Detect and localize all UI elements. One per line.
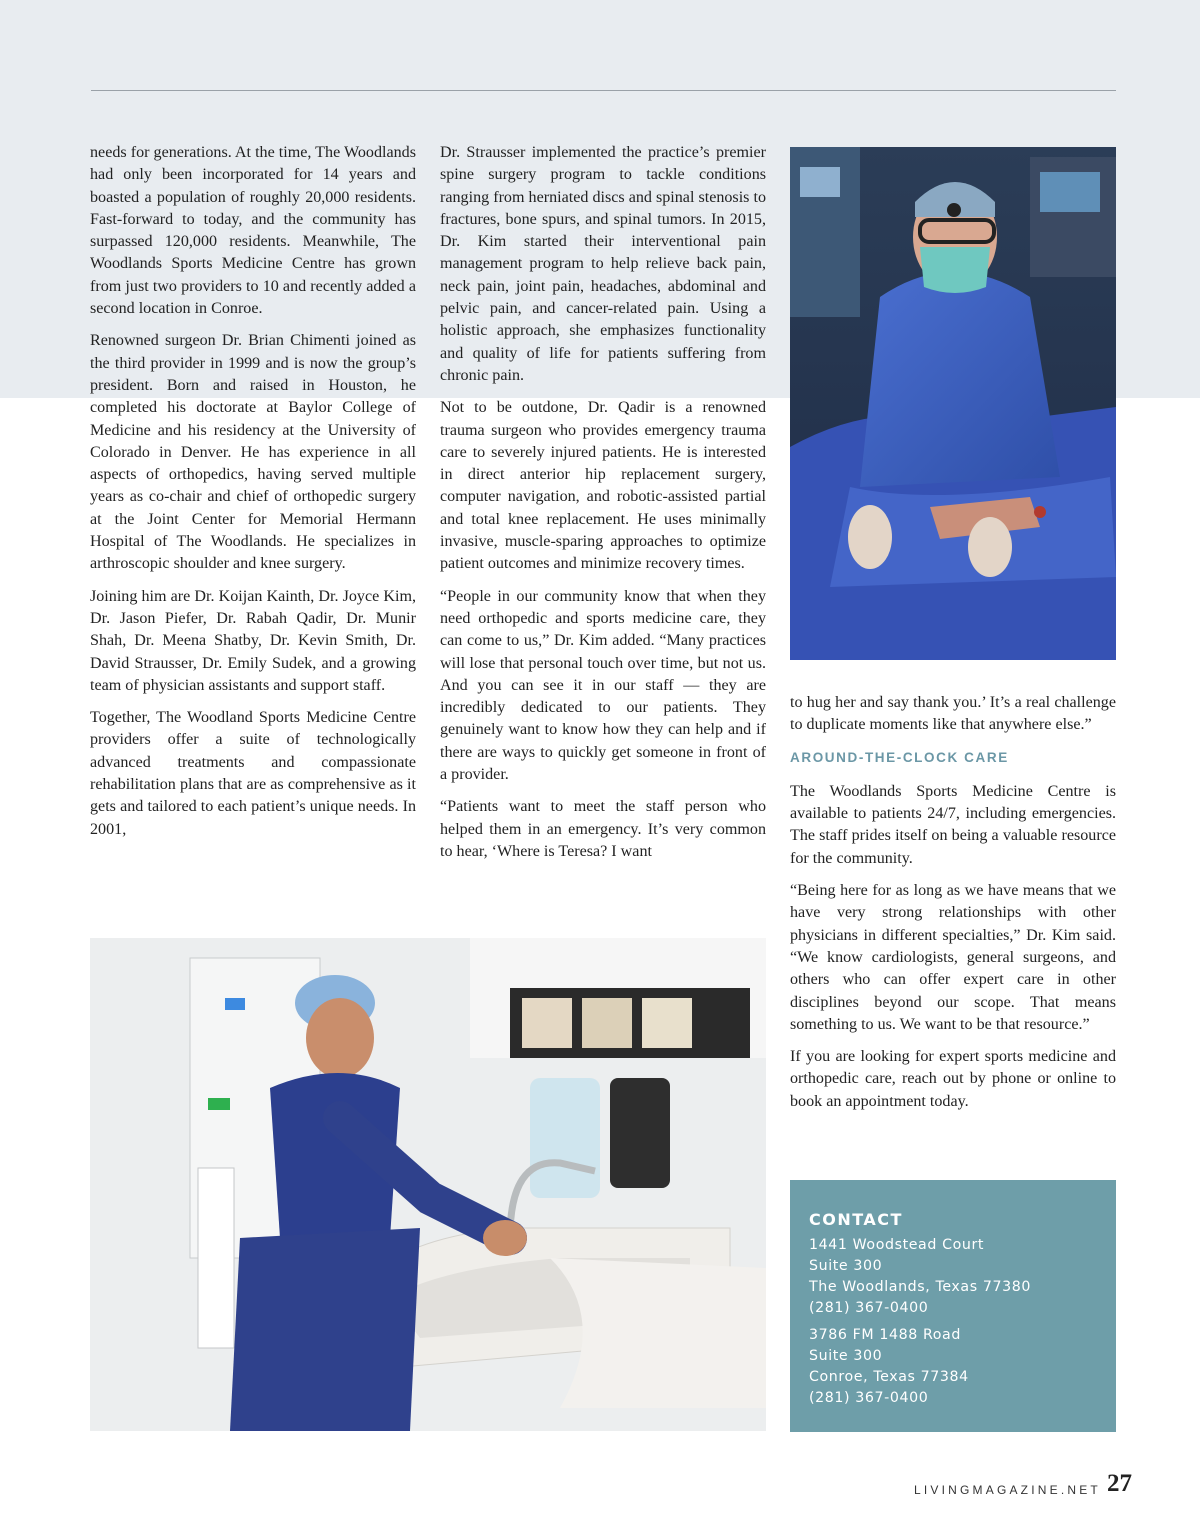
article-column-1 — [90, 142, 416, 851]
contact-box — [790, 1180, 1116, 1432]
address-line: 3786 FM 1488 Road — [809, 1327, 961, 1343]
paragraph: needs for generations. At the time, The Woodlands had only been incorporated for 14 years and boasted a population of roughly 20,000 residents. Fast-forward to today, and the community has surpassed 120,000 residents. Meanwhile, The Woodlands Sports Medicine Centre has grown from just two providers to 10 and recently added a second location in Conroe. — [90, 144, 416, 318]
paragraph: Joining him are Dr. Koijan Kainth, Dr. Joyce Kim, Dr. Jason Piefer, Dr. Rabah Qadir, Dr. Munir Shah, Dr. Meena Shatby, Dr. Kevin Smith, Dr. David Strausser, Dr. Emily Sudek, and a growing team of physician assistants and support staff. — [90, 587, 416, 694]
paragraph: “Being here for as long as we have means that we have very strong relationships with other physicians in different specialties,” Dr. Kim said. “We know cardiologists, general surgeons, and others who can offer expert care in other disciplines beyond our scope. That means something to us. We want to be that resource.” — [790, 882, 1116, 1033]
paragraph: Dr. Strausser implemented the practice’s premier spine surgery program to tackle conditions ranging from herniated discs and spinal stenosis to fractures, bone spurs, and spinal tumors. In 2015, Dr. Kim started their interventional pain management program to help relieve back pain, neck pain, joint pain, headaches, abdominal and pelvic pain, and cancer-related pain. Using a holistic approach, she emphasizes functionality and quality of life for patients suffering from chronic pain. — [440, 144, 766, 384]
address-line: Conroe, Texas 77384 — [809, 1369, 969, 1385]
article-column-3 — [790, 692, 1116, 1123]
paragraph: Together, The Woodland Sports Medicine Centre providers offer a suite of technologically advanced treatments and compassionate rehabilitation plans that are as comprehensive as it gets and tailored to each patient’s unique needs. In 2001, — [90, 709, 416, 838]
address-line: 1441 Woodstead Court — [809, 1237, 985, 1253]
section-subhead: AROUND-THE-CLOCK CARE — [790, 749, 1009, 765]
address-line: Suite 300 — [809, 1348, 883, 1364]
paragraph: “People in our community know that when they need orthopedic and sports medicine care, they can come to us,” Dr. Kim added. “Many practices will lose that personal touch over time, but not us. And you can see it in our staff — they are incredibly dedicated to our patients. They genuinely want to know how they can help and if there are ways to quickly get someone in front of a provider. — [440, 587, 766, 784]
paragraph: If you are looking for expert sports medicine and orthopedic care, reach out by phone or online to book an appointment today. — [790, 1048, 1116, 1110]
contact-title: CONTACT — [809, 1210, 903, 1229]
header-rule — [91, 90, 1116, 91]
page-number: 27 — [1107, 1470, 1132, 1497]
phone-number: (281) 367-0400 — [809, 1300, 929, 1316]
paragraph: to hug her and say thank you.’ It’s a real challenge to duplicate moments like that anywhere else.” — [790, 694, 1116, 734]
paragraph: Renowned surgeon Dr. Brian Chimenti joined as the third provider in 1999 and is now the group’s president. Born and raised in Houston, he completed his doctorate at Baylor College of Medicine and his residency at the University of Colorado in Denver. He has experience in all aspects of orthopedics, having served multiple years as co-chair and chief of orthopedic surgery at the Joint Center for Memorial Hermann Hospital of The Woodlands. He specializes in arthroscopic shoulder and knee surgery. — [90, 332, 416, 573]
location-woodlands — [809, 1235, 1097, 1319]
surgeon-photo — [790, 147, 1116, 660]
paragraph: The Woodlands Sports Medicine Centre is available to patients 24/7, including emergencies. The staff prides itself on being a valuable resource for the community. — [790, 782, 1116, 867]
phone-number: (281) 367-0400 — [809, 1390, 929, 1406]
paragraph: Not to be outdone, Dr. Qadir is a renowned trauma surgeon who provides emergency trauma care to severely injured patients. He is interested in direct anterior hip replacement surgery, computer navigation, and robotic-assisted partial and total knee replacement. He uses minimally invasive, muscle-sparing approaches to optimize patient outcomes and minimize recovery times. — [440, 399, 766, 573]
handwashing-photo — [90, 938, 766, 1431]
article-column-2 — [440, 142, 766, 873]
address-line: The Woodlands, Texas 77380 — [809, 1279, 1031, 1295]
paragraph: “Patients want to meet the staff person who helped them in an emergency. It’s very common to hear, ‘Where is Teresa? I want — [440, 798, 766, 860]
footer-website: LIVINGMAGAZINE.NET — [914, 1483, 1101, 1497]
location-conroe — [809, 1325, 1097, 1409]
address-line: Suite 300 — [809, 1258, 883, 1274]
